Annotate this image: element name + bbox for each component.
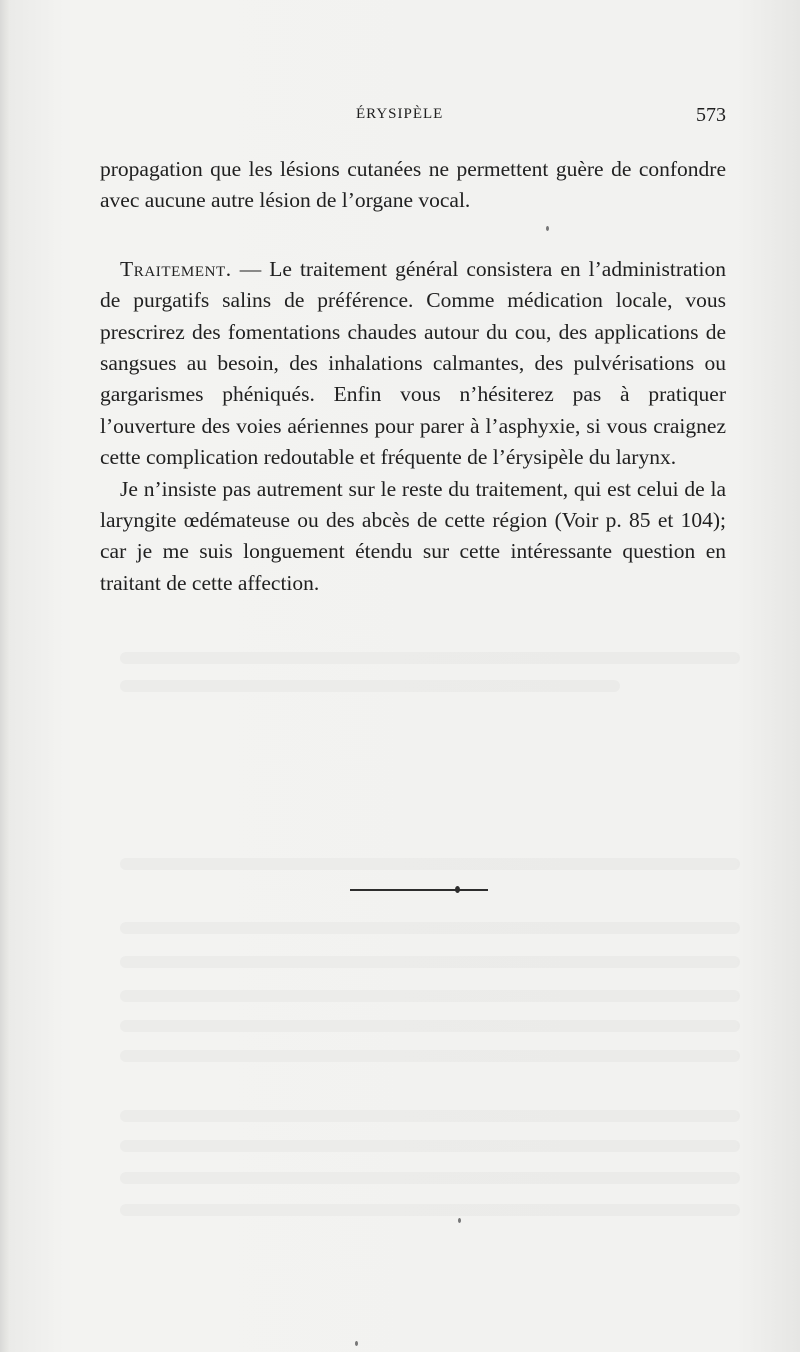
- show-through-line: [120, 1050, 740, 1062]
- page-number: 573: [696, 104, 726, 126]
- show-through-line: [120, 1204, 740, 1216]
- page-gutter-shadow: [0, 0, 10, 1352]
- show-through-line: [120, 1110, 740, 1122]
- show-through-line: [120, 990, 740, 1002]
- divider-ornament: [455, 886, 460, 893]
- section-heading-traitement: Traitement.: [120, 256, 232, 281]
- section-divider-rule: [350, 889, 488, 891]
- print-speck: [458, 1218, 461, 1223]
- paragraph-3: Je n’insiste pas autrement sur le reste du traitement, qui est celui de la laryngite œdémateuse ou des abcès de cette région (Voir p. 85 et 104); car je me suis longuement étendu sur cette intéressante question en traitant de cette affection.: [100, 476, 726, 595]
- show-through-line: [120, 858, 740, 870]
- show-through-line: [120, 1172, 740, 1184]
- body-text: [100, 154, 726, 599]
- paragraph-treatment: [100, 254, 726, 474]
- page-header: [100, 104, 726, 130]
- show-through-line: [120, 956, 740, 968]
- running-head: ÉRYSIPÈLE: [356, 106, 444, 122]
- show-through-line: [120, 652, 740, 664]
- print-speck: [546, 226, 549, 231]
- show-through-line: [120, 1140, 740, 1152]
- paragraph-1: propagation que les lésions cutanées ne permettent guère de confondre avec aucune autre lésion de l’organe vocal.: [100, 157, 726, 213]
- print-speck: [355, 1341, 358, 1346]
- paragraph-spacer: [100, 217, 726, 254]
- show-through-line: [120, 922, 740, 934]
- paragraph-treatment-text: — Le traitement général consistera en l’administration de purgatifs salins de préférence. Comme médication locale, vous prescrirez des fomentations chaudes autour du cou, des applications de sangsues au besoin, des inhalations calmantes, des pulvérisations ou gargarismes phéniqués. Enfin vous n’hésiterez pas à pratiquer l’ouverture des voies aériennes pour parer à l’asphyxie, si vous craignez cette complication redoutable et fréquente de l’érysipèle du larynx.: [100, 256, 726, 470]
- show-through-line: [120, 1020, 740, 1032]
- show-through-line: [120, 680, 620, 692]
